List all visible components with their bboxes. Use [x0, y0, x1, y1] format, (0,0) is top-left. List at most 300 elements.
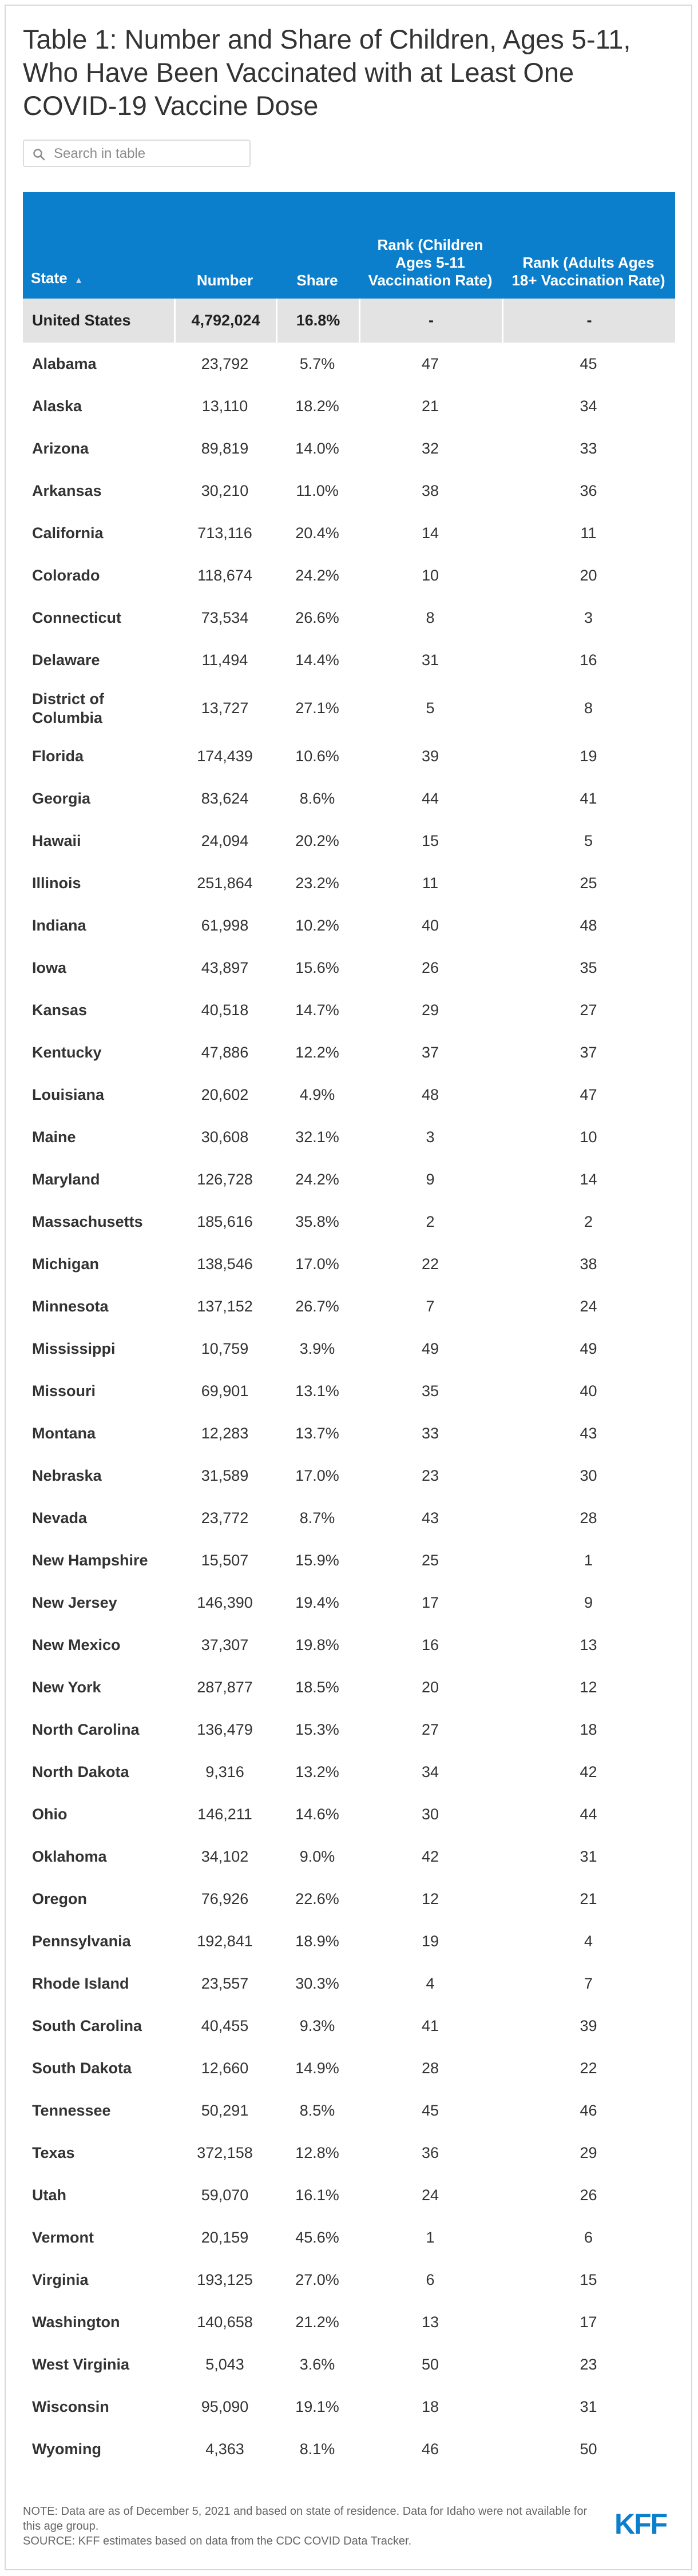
cell-share: 22.6%	[276, 1878, 359, 1921]
cell-rank-adults: 31	[502, 2386, 675, 2428]
cell-share: 19.8%	[276, 1624, 359, 1667]
cell-state: South Carolina	[23, 2005, 174, 2048]
data-table	[23, 192, 675, 2471]
cell-rank-adults: 43	[502, 1413, 675, 1455]
cell-state: New Mexico	[23, 1624, 174, 1667]
cell-state: New Hampshire	[23, 1540, 174, 1582]
cell-share: 13.2%	[276, 1751, 359, 1794]
footnotes	[23, 2504, 595, 2549]
cell-rank-adults: 46	[502, 2090, 675, 2132]
cell-rank-children: 25	[359, 1540, 502, 1582]
table-row	[23, 555, 675, 597]
cell-rank-adults: 50	[502, 2428, 675, 2471]
table-row	[23, 1709, 675, 1751]
cell-state: West Virginia	[23, 2344, 174, 2386]
cell-state: Pennsylvania	[23, 1921, 174, 1963]
cell-rank-children: 44	[359, 778, 502, 820]
table-row	[23, 1201, 675, 1243]
table-row	[23, 1624, 675, 1667]
cell-share: 15.9%	[276, 1540, 359, 1582]
cell-rank-adults: 28	[502, 1497, 675, 1540]
cell-state: Kansas	[23, 989, 174, 1032]
cell-rank-adults: 29	[502, 2132, 675, 2175]
cell-state: United States	[23, 299, 174, 343]
table-row	[23, 2090, 675, 2132]
cell-state: New York	[23, 1667, 174, 1709]
cell-rank-adults: 18	[502, 1709, 675, 1751]
cell-share: 13.7%	[276, 1413, 359, 1455]
cell-share: 16.1%	[276, 2175, 359, 2217]
cell-number: 37,307	[174, 1624, 276, 1667]
cell-rank-children: 24	[359, 2175, 502, 2217]
table-row	[23, 597, 675, 639]
cell-rank-children: 47	[359, 343, 502, 385]
cell-rank-children: 32	[359, 428, 502, 470]
cell-rank-adults: 20	[502, 555, 675, 597]
table-row	[23, 1751, 675, 1794]
cell-state: South Dakota	[23, 2048, 174, 2090]
cell-rank-children: 43	[359, 1497, 502, 1540]
table-row	[23, 470, 675, 512]
cell-rank-children: 38	[359, 470, 502, 512]
table-row	[23, 2344, 675, 2386]
cell-share: 8.6%	[276, 778, 359, 820]
table-row	[23, 1328, 675, 1370]
cell-rank-children: 22	[359, 1243, 502, 1286]
cell-rank-adults: 37	[502, 1032, 675, 1074]
cell-share: 27.1%	[276, 682, 359, 736]
cell-rank-adults: 31	[502, 1836, 675, 1878]
cell-state: California	[23, 512, 174, 555]
table-row-total	[23, 299, 675, 343]
cell-rank-children: 26	[359, 947, 502, 989]
cell-rank-children: 35	[359, 1370, 502, 1413]
cell-number: 192,841	[174, 1921, 276, 1963]
cell-rank-adults: 45	[502, 343, 675, 385]
cell-number: 12,283	[174, 1413, 276, 1455]
cell-rank-children: 36	[359, 2132, 502, 2175]
cell-rank-adults: 21	[502, 1878, 675, 1921]
cell-state: Wyoming	[23, 2428, 174, 2471]
cell-share: 8.1%	[276, 2428, 359, 2471]
cell-rank-adults: -	[502, 299, 675, 343]
cell-rank-adults: 22	[502, 2048, 675, 2090]
cell-state: Delaware	[23, 639, 174, 682]
cell-number: 140,658	[174, 2301, 276, 2344]
cell-share: 3.6%	[276, 2344, 359, 2386]
cell-number: 23,792	[174, 343, 276, 385]
cell-share: 26.6%	[276, 597, 359, 639]
cell-rank-children: -	[359, 299, 502, 343]
cell-number: 4,363	[174, 2428, 276, 2471]
cell-state: Iowa	[23, 947, 174, 989]
cell-share: 16.8%	[276, 299, 359, 343]
cell-number: 40,518	[174, 989, 276, 1032]
cell-rank-children: 42	[359, 1836, 502, 1878]
cell-number: 15,507	[174, 1540, 276, 1582]
cell-share: 32.1%	[276, 1116, 359, 1159]
cell-rank-adults: 4	[502, 1921, 675, 1963]
cell-share: 14.6%	[276, 1794, 359, 1836]
table-row	[23, 1116, 675, 1159]
cell-number: 9,316	[174, 1751, 276, 1794]
cell-number: 89,819	[174, 428, 276, 470]
cell-rank-children: 39	[359, 736, 502, 778]
cell-rank-adults: 7	[502, 1963, 675, 2005]
cell-rank-adults: 1	[502, 1540, 675, 1582]
cell-rank-adults: 11	[502, 512, 675, 555]
cell-rank-adults: 19	[502, 736, 675, 778]
cell-state: Maryland	[23, 1159, 174, 1201]
cell-state: Washington	[23, 2301, 174, 2344]
column-header-rank-adults[interactable]: Rank (Adults Ages 18+ Vaccination Rate)	[502, 192, 675, 299]
cell-rank-adults: 26	[502, 2175, 675, 2217]
cell-rank-children: 17	[359, 1582, 502, 1624]
cell-share: 15.3%	[276, 1709, 359, 1751]
cell-rank-children: 23	[359, 1455, 502, 1497]
cell-number: 136,479	[174, 1709, 276, 1751]
cell-number: 287,877	[174, 1667, 276, 1709]
cell-rank-adults: 35	[502, 947, 675, 989]
table-row	[23, 385, 675, 428]
sort-asc-icon: ▲	[74, 276, 84, 285]
cell-number: 59,070	[174, 2175, 276, 2217]
cell-rank-children: 40	[359, 905, 502, 947]
cell-number: 76,926	[174, 1878, 276, 1921]
cell-state: Vermont	[23, 2217, 174, 2259]
cell-state: Connecticut	[23, 597, 174, 639]
cell-share: 24.2%	[276, 1159, 359, 1201]
cell-rank-children: 15	[359, 820, 502, 862]
cell-share: 9.0%	[276, 1836, 359, 1878]
cell-share: 17.0%	[276, 1243, 359, 1286]
cell-number: 20,602	[174, 1074, 276, 1116]
cell-rank-children: 11	[359, 862, 502, 905]
cell-state: Montana	[23, 1413, 174, 1455]
cell-rank-children: 30	[359, 1794, 502, 1836]
cell-share: 4.9%	[276, 1074, 359, 1116]
cell-number: 12,660	[174, 2048, 276, 2090]
cell-share: 14.7%	[276, 989, 359, 1032]
cell-number: 146,390	[174, 1582, 276, 1624]
cell-number: 24,094	[174, 820, 276, 862]
cell-state: Tennessee	[23, 2090, 174, 2132]
cell-number: 193,125	[174, 2259, 276, 2301]
table-row	[23, 682, 675, 736]
cell-share: 8.5%	[276, 2090, 359, 2132]
cell-number: 146,211	[174, 1794, 276, 1836]
table-row	[23, 989, 675, 1032]
cell-state: North Carolina	[23, 1709, 174, 1751]
cell-number: 47,886	[174, 1032, 276, 1074]
cell-state: District of Columbia	[23, 682, 174, 736]
cell-rank-adults: 38	[502, 1243, 675, 1286]
cell-rank-adults: 17	[502, 2301, 675, 2344]
search-box[interactable]	[23, 140, 251, 167]
table-row	[23, 2428, 675, 2471]
cell-state: Utah	[23, 2175, 174, 2217]
cell-share: 9.3%	[276, 2005, 359, 2048]
cell-rank-children: 45	[359, 2090, 502, 2132]
cell-number: 31,589	[174, 1455, 276, 1497]
cell-number: 50,291	[174, 2090, 276, 2132]
cell-share: 10.2%	[276, 905, 359, 947]
cell-number: 5,043	[174, 2344, 276, 2386]
cell-share: 21.2%	[276, 2301, 359, 2344]
cell-rank-children: 14	[359, 512, 502, 555]
cell-state: New Jersey	[23, 1582, 174, 1624]
cell-rank-children: 27	[359, 1709, 502, 1751]
kff-logo	[614, 2507, 675, 2538]
cell-rank-children: 18	[359, 2386, 502, 2428]
cell-rank-children: 10	[359, 555, 502, 597]
cell-rank-children: 50	[359, 2344, 502, 2386]
cell-state: Mississippi	[23, 1328, 174, 1370]
cell-state: Georgia	[23, 778, 174, 820]
cell-share: 12.2%	[276, 1032, 359, 1074]
table-row	[23, 736, 675, 778]
column-header-state[interactable]: State ▲	[23, 192, 174, 299]
cell-state: Kentucky	[23, 1032, 174, 1074]
table-row	[23, 947, 675, 989]
cell-state: Missouri	[23, 1370, 174, 1413]
cell-rank-children: 28	[359, 2048, 502, 2090]
table-row	[23, 1794, 675, 1836]
table-row	[23, 2005, 675, 2048]
cell-state: Nevada	[23, 1497, 174, 1540]
search-input[interactable]	[53, 144, 244, 164]
cell-rank-adults: 47	[502, 1074, 675, 1116]
cell-rank-adults: 34	[502, 385, 675, 428]
cell-state: Colorado	[23, 555, 174, 597]
cell-rank-adults: 10	[502, 1116, 675, 1159]
cell-rank-adults: 5	[502, 820, 675, 862]
table-row	[23, 1582, 675, 1624]
cell-state: Virginia	[23, 2259, 174, 2301]
cell-share: 3.9%	[276, 1328, 359, 1370]
table-row	[23, 862, 675, 905]
cell-number: 20,159	[174, 2217, 276, 2259]
cell-state: Arizona	[23, 428, 174, 470]
cell-number: 10,759	[174, 1328, 276, 1370]
cell-state: Oklahoma	[23, 1836, 174, 1878]
cell-rank-children: 12	[359, 1878, 502, 1921]
cell-rank-children: 37	[359, 1032, 502, 1074]
cell-number: 43,897	[174, 947, 276, 989]
column-header-rank-children[interactable]: Rank (Children Ages 5-11 Vaccination Rate)	[359, 192, 502, 299]
cell-rank-children: 5	[359, 682, 502, 736]
cell-share: 10.6%	[276, 736, 359, 778]
cell-share: 30.3%	[276, 1963, 359, 2005]
cell-rank-adults: 41	[502, 778, 675, 820]
column-header-share[interactable]: Share	[276, 192, 359, 299]
cell-share: 15.6%	[276, 947, 359, 989]
cell-number: 138,546	[174, 1243, 276, 1286]
cell-rank-adults: 27	[502, 989, 675, 1032]
table-row	[23, 2386, 675, 2428]
cell-rank-adults: 40	[502, 1370, 675, 1413]
cell-state: Texas	[23, 2132, 174, 2175]
cell-number: 185,616	[174, 1201, 276, 1243]
cell-state: Alaska	[23, 385, 174, 428]
cell-rank-adults: 9	[502, 1582, 675, 1624]
cell-rank-children: 4	[359, 1963, 502, 2005]
cell-state: Nebraska	[23, 1455, 174, 1497]
cell-rank-adults: 15	[502, 2259, 675, 2301]
cell-rank-children: 3	[359, 1116, 502, 1159]
cell-share: 27.0%	[276, 2259, 359, 2301]
cell-share: 5.7%	[276, 343, 359, 385]
table-row	[23, 1836, 675, 1878]
cell-rank-adults: 24	[502, 1286, 675, 1328]
cell-rank-adults: 30	[502, 1455, 675, 1497]
table-row	[23, 2217, 675, 2259]
table-row	[23, 2175, 675, 2217]
cell-share: 11.0%	[276, 470, 359, 512]
table-row	[23, 1286, 675, 1328]
cell-number: 137,152	[174, 1286, 276, 1328]
cell-state: Louisiana	[23, 1074, 174, 1116]
cell-number: 83,624	[174, 778, 276, 820]
cell-rank-adults: 39	[502, 2005, 675, 2048]
table-row	[23, 1243, 675, 1286]
cell-number: 174,439	[174, 736, 276, 778]
table-row	[23, 1540, 675, 1582]
cell-share: 13.1%	[276, 1370, 359, 1413]
cell-share: 17.0%	[276, 1455, 359, 1497]
cell-rank-children: 13	[359, 2301, 502, 2344]
cell-state: Indiana	[23, 905, 174, 947]
cell-rank-adults: 12	[502, 1667, 675, 1709]
cell-state: Florida	[23, 736, 174, 778]
cell-rank-children: 1	[359, 2217, 502, 2259]
table-row	[23, 1455, 675, 1497]
table-row	[23, 2132, 675, 2175]
table-row	[23, 512, 675, 555]
table-row	[23, 1074, 675, 1116]
cell-rank-children: 9	[359, 1159, 502, 1201]
cell-rank-adults: 48	[502, 905, 675, 947]
cell-rank-children: 7	[359, 1286, 502, 1328]
cell-number: 126,728	[174, 1159, 276, 1201]
cell-number: 30,210	[174, 470, 276, 512]
source-text: SOURCE: KFF estimates based on data from the CDC COVID Data Tracker.	[23, 2535, 412, 2547]
cell-rank-adults: 16	[502, 639, 675, 682]
cell-rank-children: 21	[359, 385, 502, 428]
cell-number: 73,534	[174, 597, 276, 639]
cell-number: 34,102	[174, 1836, 276, 1878]
cell-share: 20.2%	[276, 820, 359, 862]
cell-share: 12.8%	[276, 2132, 359, 2175]
table-header-row	[23, 192, 675, 299]
cell-share: 18.5%	[276, 1667, 359, 1709]
cell-rank-adults: 25	[502, 862, 675, 905]
table-row	[23, 1370, 675, 1413]
cell-number: 23,557	[174, 1963, 276, 2005]
table-row	[23, 428, 675, 470]
cell-number: 23,772	[174, 1497, 276, 1540]
cell-rank-adults: 42	[502, 1751, 675, 1794]
cell-rank-adults: 8	[502, 682, 675, 736]
cell-rank-children: 33	[359, 1413, 502, 1455]
cell-number: 13,110	[174, 385, 276, 428]
cell-rank-children: 20	[359, 1667, 502, 1709]
cell-rank-children: 19	[359, 1921, 502, 1963]
table-row	[23, 905, 675, 947]
search-icon	[32, 148, 46, 161]
table-row	[23, 2259, 675, 2301]
note-text: NOTE: Data are as of December 5, 2021 and based on state of residence. Data for Idaho were not available for this age group.	[23, 2505, 588, 2533]
table-row	[23, 1921, 675, 1963]
cell-rank-children: 48	[359, 1074, 502, 1116]
table-row	[23, 1878, 675, 1921]
table-body	[23, 299, 675, 2471]
cell-state: Arkansas	[23, 470, 174, 512]
cell-rank-adults: 13	[502, 1624, 675, 1667]
cell-rank-children: 31	[359, 639, 502, 682]
cell-number: 13,727	[174, 682, 276, 736]
cell-rank-children: 16	[359, 1624, 502, 1667]
cell-state: Ohio	[23, 1794, 174, 1836]
cell-state: Alabama	[23, 343, 174, 385]
cell-rank-adults: 2	[502, 1201, 675, 1243]
cell-state: Rhode Island	[23, 1963, 174, 2005]
cell-state: Illinois	[23, 862, 174, 905]
cell-rank-adults: 49	[502, 1328, 675, 1370]
table-row	[23, 778, 675, 820]
cell-state: Massachusetts	[23, 1201, 174, 1243]
table-row	[23, 639, 675, 682]
table-row	[23, 1032, 675, 1074]
table-row	[23, 1963, 675, 2005]
cell-number: 69,901	[174, 1370, 276, 1413]
cell-share: 45.6%	[276, 2217, 359, 2259]
cell-rank-children: 49	[359, 1328, 502, 1370]
table-row	[23, 820, 675, 862]
cell-rank-children: 2	[359, 1201, 502, 1243]
cell-rank-children: 6	[359, 2259, 502, 2301]
cell-number: 30,608	[174, 1116, 276, 1159]
cell-number: 61,998	[174, 905, 276, 947]
table-row	[23, 1413, 675, 1455]
cell-share: 19.4%	[276, 1582, 359, 1624]
cell-share: 14.9%	[276, 2048, 359, 2090]
cell-state: Oregon	[23, 1878, 174, 1921]
cell-number: 118,674	[174, 555, 276, 597]
cell-rank-adults: 23	[502, 2344, 675, 2386]
cell-share: 35.8%	[276, 1201, 359, 1243]
cell-number: 40,455	[174, 2005, 276, 2048]
cell-rank-children: 34	[359, 1751, 502, 1794]
cell-rank-adults: 36	[502, 470, 675, 512]
cell-number: 95,090	[174, 2386, 276, 2428]
cell-share: 8.7%	[276, 1497, 359, 1540]
cell-share: 23.2%	[276, 862, 359, 905]
column-header-number[interactable]: Number	[174, 192, 276, 299]
table-row	[23, 2301, 675, 2344]
cell-rank-children: 46	[359, 2428, 502, 2471]
cell-rank-adults: 33	[502, 428, 675, 470]
cell-share: 14.0%	[276, 428, 359, 470]
cell-rank-children: 29	[359, 989, 502, 1032]
cell-state: Michigan	[23, 1243, 174, 1286]
table-row	[23, 1667, 675, 1709]
cell-number: 372,158	[174, 2132, 276, 2175]
svg-text:KFF: KFF	[614, 2508, 667, 2538]
cell-state: Wisconsin	[23, 2386, 174, 2428]
cell-number: 713,116	[174, 512, 276, 555]
cell-state: Maine	[23, 1116, 174, 1159]
